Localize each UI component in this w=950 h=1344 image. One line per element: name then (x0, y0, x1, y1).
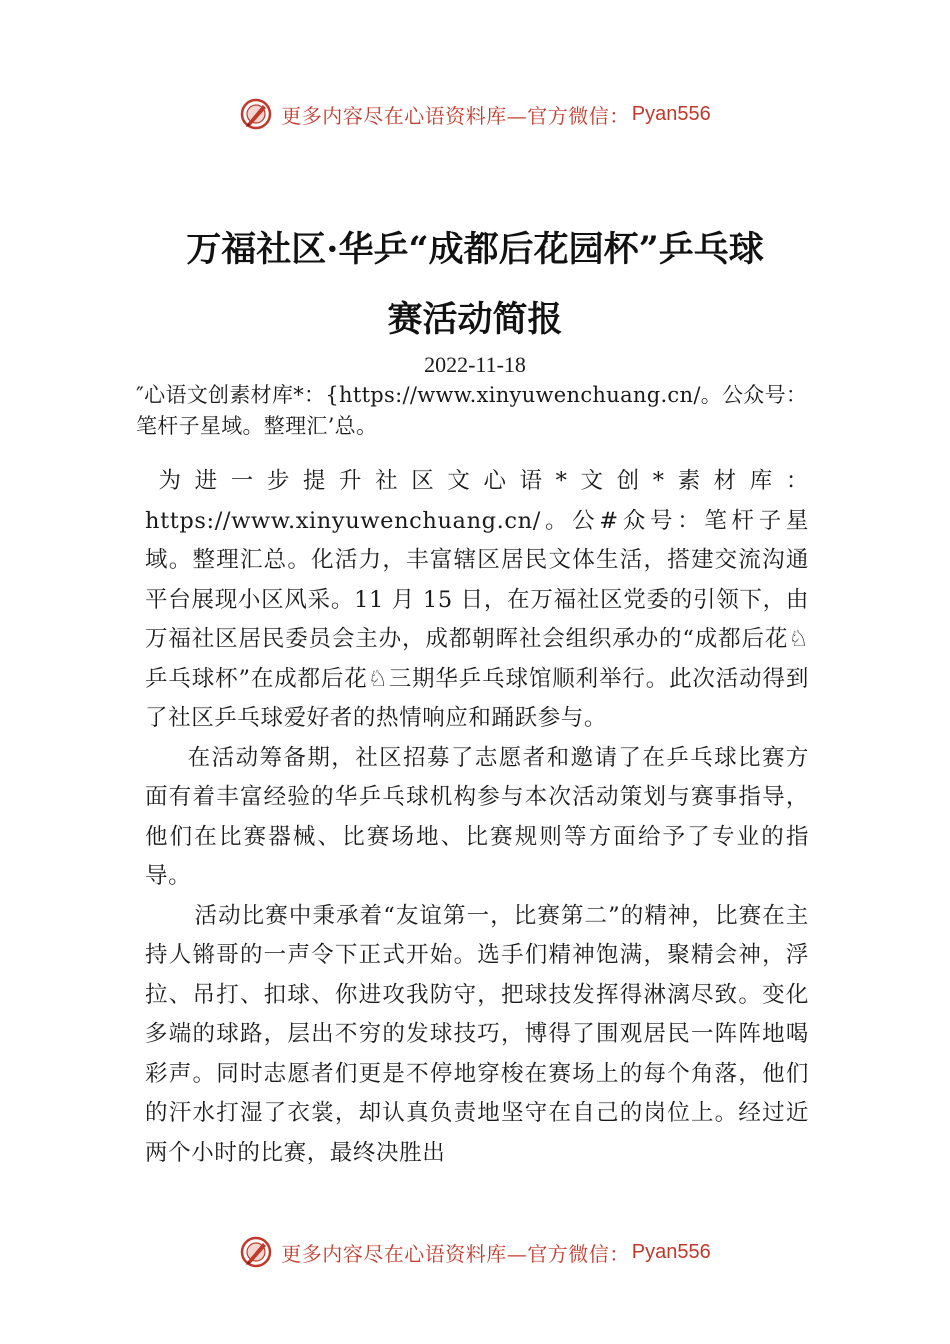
paragraph-2: 在活动筹备期，社区招募了志愿者和邀请了在乒乓球比赛方面有着丰富经验的华乒乓球机构参与本次活动策划与赛事指导，他们在比赛器械、比赛场地、比赛规则等方面给予了专业的指导。 (145, 744, 809, 889)
paragraph-3: 活动比赛中秉承着“友谊第一，比赛第二”的精神，比赛在主持人锵哥的一声令下正式开始。选手们精神饱满，聚精会神，浮拉、吊打、扣球、你进攻我防守，把球技发挥得淋漓尽致。变化多端的球路，层出不穷的发球技巧，博得了围观居民一阵阵地喝彩声。同时志愿者们更是不停地穿梭在赛场上的每个角落，他们的汗水打湿了衣裳，却认真负责地坚守在自己的岗位上。经过近两个小时的比赛，最终决胜出 (145, 902, 809, 1166)
banner-text: 更多内容尽在心语资料库—官方微信： (281, 103, 630, 128)
publish-date: 2022-11-18 (424, 352, 526, 377)
pen-logo-icon (239, 97, 273, 131)
footer-banner (0, 1232, 950, 1272)
header-banner (0, 94, 950, 134)
banner-text: 更多内容尽在心语资料库—官方微信： (281, 1241, 630, 1266)
article-body (145, 462, 809, 1173)
pen-logo-icon (239, 1235, 273, 1269)
source-note: ″心语文创素材库*：{https://www.xinyuwenchuang.cn/。公众号：笔杆子星域。整理汇’总。 (136, 383, 808, 438)
page-title-line-1: 万福社区·华乒“成都后花园杯”乒乓球 (186, 229, 764, 270)
banner-wechat-id: Pyan556 (631, 1240, 711, 1263)
page-title-line-2: 赛活动简报 (387, 299, 563, 340)
paragraph-1: 为进一步提升社区文心语*文创*素材库：https://www.xinyuwenchuang.cn/。公#众号：笔杆子星域。整理汇总。化活力，丰富辖区居民文体生活，搭建交流沟通平台展现小区风采。11 月 15 日，在万福社区党委的引领下，由万福社区居民委员会主办，成都朝晖社会组织承办的“成都后花♘乒乓球杯”在成都后花♘三期华乒乓球馆顺利举行。此次活动得到了社区乒乓球爱好者的热情响应和踊跃参与。 (145, 468, 809, 731)
banner-wechat-id: Pyan556 (631, 102, 711, 125)
